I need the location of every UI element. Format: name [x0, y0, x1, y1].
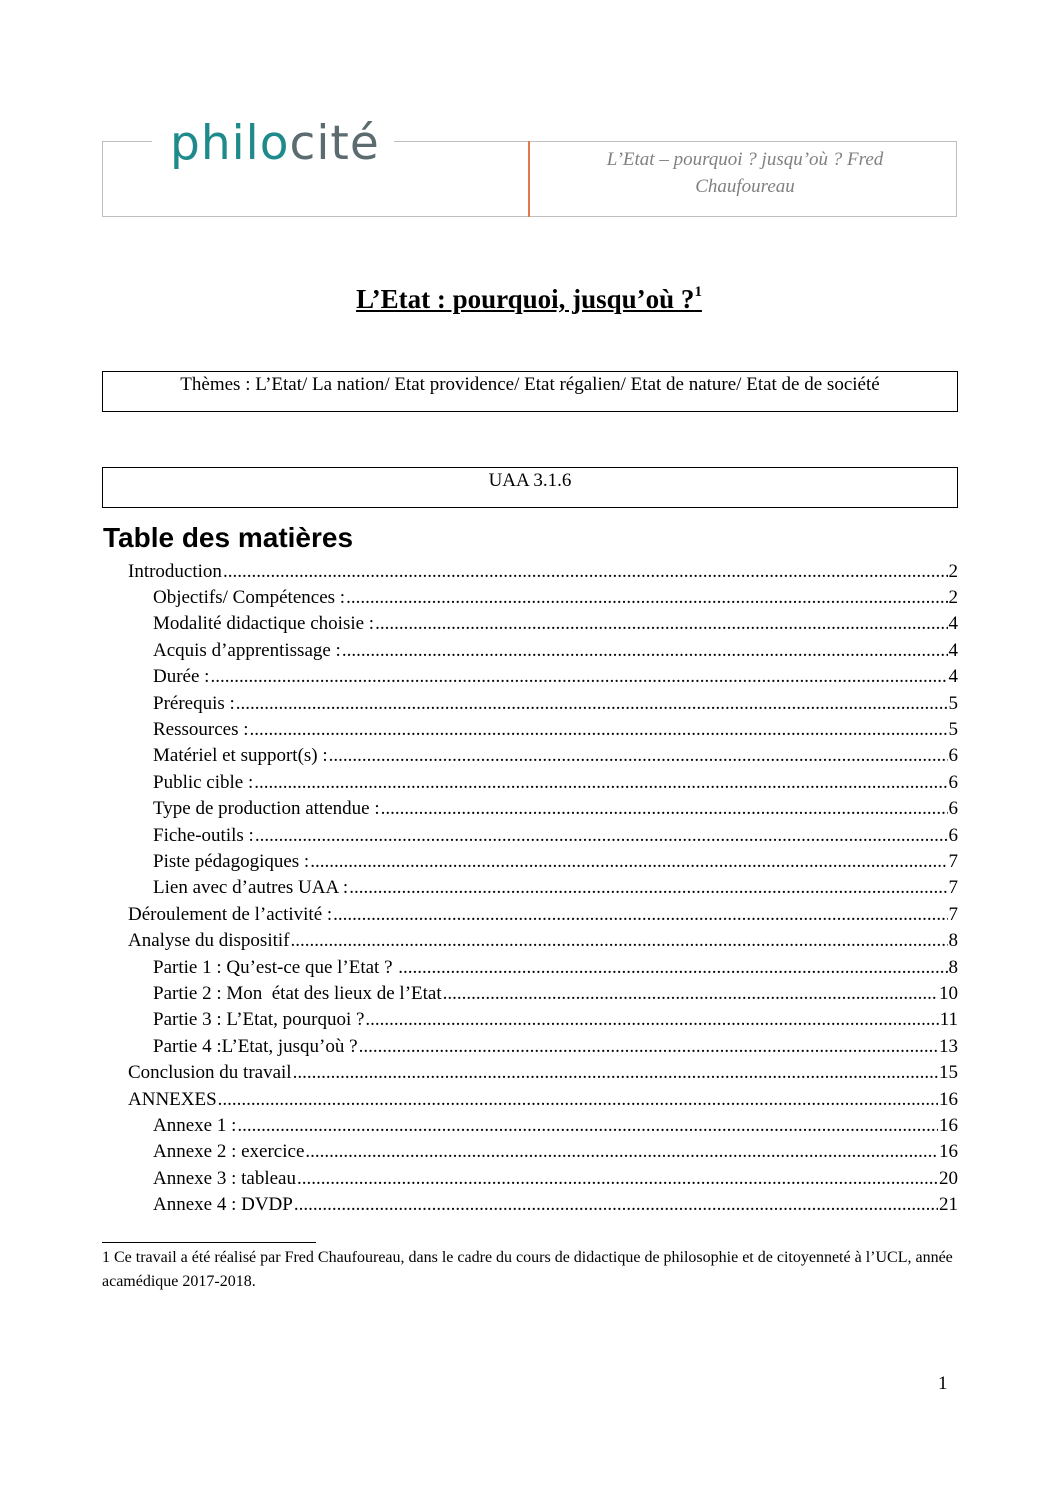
toc-entry[interactable] — [153, 742, 958, 769]
toc-leader-dots — [255, 824, 948, 848]
toc-entry-page: 6 — [948, 745, 958, 767]
toc-leader-dots — [293, 1061, 938, 1085]
toc-entry[interactable] — [153, 583, 958, 610]
toc-leader-dots — [349, 876, 947, 900]
toc-entry-label: Annexe 2 : exercice — [153, 1141, 305, 1163]
toc-entry-page: 16 — [939, 1141, 958, 1163]
toc-entry-label: Prérequis : — [153, 692, 235, 714]
toc-entry[interactable] — [153, 689, 958, 716]
toc-entry-label: Partie 1 : Qu’est-ce que l’Etat ? — [153, 956, 398, 978]
toc-entry-page: 8 — [948, 956, 958, 978]
toc-entry-page: 20 — [939, 1167, 958, 1189]
toc-entry-page: 4 — [948, 639, 958, 661]
toc-leader-dots — [236, 692, 948, 716]
toc-entry-page: 5 — [948, 692, 958, 714]
toc-entry-label: Durée : — [153, 666, 210, 688]
toc-entry[interactable] — [153, 1032, 958, 1059]
toc-entry-label: Analyse du dispositif — [128, 930, 290, 952]
toc-entry-page: 10 — [939, 982, 958, 1004]
toc-leader-dots — [333, 903, 947, 927]
toc-entry-page: 11 — [939, 1009, 958, 1031]
toc-leader-dots — [305, 1140, 938, 1164]
toc-entry[interactable] — [153, 1164, 958, 1191]
page-number: 1 — [938, 1373, 948, 1394]
toc-entry-page: 2 — [948, 586, 958, 608]
toc-entry-label: Annexe 3 : tableau — [153, 1167, 296, 1189]
toc-leader-dots — [398, 956, 947, 980]
toc-entry-page: 2 — [948, 560, 958, 582]
toc-entry-label: Conclusion du travail — [128, 1062, 292, 1084]
footnote-reference[interactable]: 1 — [694, 284, 702, 300]
toc-entry-label: Matériel et support(s) : — [153, 745, 328, 767]
toc-heading: Table des matières — [103, 522, 354, 553]
toc-entry-label: Type de production attendue : — [153, 798, 380, 820]
toc-entry[interactable] — [153, 1138, 958, 1165]
toc-entry-page: 15 — [939, 1062, 958, 1084]
themes-box: Thèmes : L’Etat/ La nation/ Etat providence/ Etat régalien/ Etat de nature/ Etat de de société — [102, 371, 958, 412]
toc-entry-label: Partie 4 :L’Etat, jusqu’où ? — [153, 1035, 358, 1057]
document-title-text: L’Etat : pourquoi, jusqu’où ? — [356, 284, 695, 314]
toc-leader-dots — [254, 771, 947, 795]
toc-entry-label: Objectifs/ Compétences : — [153, 586, 346, 608]
toc-entry-page: 21 — [939, 1194, 958, 1216]
toc-entry-label: Partie 2 : Mon état des lieux de l’Etat — [153, 982, 442, 1004]
toc-entry-label: ANNEXES — [128, 1088, 217, 1110]
header-running-title: L’Etat – pourquoi ? jusqu’où ? Fred Chaufoureau — [606, 149, 884, 197]
toc-entry-label: Introduction — [128, 560, 222, 582]
toc-entry-page: 6 — [948, 824, 958, 846]
toc-entry-label: Annexe 1 : — [153, 1114, 237, 1136]
toc-entry-label: Modalité didactique choisie : — [153, 613, 375, 635]
toc-entry[interactable] — [153, 1006, 958, 1033]
toc-entry[interactable] — [128, 927, 958, 954]
toc-entry[interactable] — [153, 953, 958, 980]
toc-entry-page: 7 — [948, 877, 958, 899]
toc-entry-page: 6 — [948, 771, 958, 793]
toc-entry[interactable] — [128, 1059, 958, 1086]
toc-leader-dots — [294, 1193, 938, 1217]
toc-entry[interactable] — [153, 795, 958, 822]
toc-leader-dots — [223, 560, 948, 584]
header-divider — [528, 141, 530, 217]
toc-entry-label: Déroulement de l’activité : — [128, 903, 333, 925]
toc-leader-dots — [375, 612, 947, 636]
toc-entry[interactable] — [128, 557, 958, 584]
toc-entry[interactable] — [153, 1111, 958, 1138]
toc-entry[interactable] — [153, 979, 958, 1006]
toc-entry-label: Fiche-outils : — [153, 824, 254, 846]
philocite-logo — [152, 114, 394, 182]
footnote: 1 Ce travail a été réalisé par Fred Chaufoureau, dans le cadre du cours de didactique de philosophie et de citoyenneté à l’UCL, année acamédique 2017-2018. — [102, 1249, 953, 1290]
toc-leader-dots — [291, 929, 948, 953]
toc-entry[interactable] — [153, 715, 958, 742]
toc-entry-label: Public cible : — [153, 771, 254, 793]
toc-entry-page: 16 — [939, 1088, 958, 1110]
toc-leader-dots — [346, 586, 947, 610]
toc-entry-page: 6 — [948, 798, 958, 820]
toc-entry-page: 8 — [948, 930, 958, 952]
toc-entry-label: Annexe 4 : DVDP — [153, 1194, 293, 1216]
toc-entry-page: 7 — [948, 850, 958, 872]
toc-entry-page: 7 — [948, 903, 958, 925]
toc-leader-dots — [237, 1114, 938, 1138]
toc-leader-dots — [365, 1008, 938, 1032]
document-title — [0, 284, 1058, 315]
toc-entry[interactable] — [153, 1191, 958, 1218]
logo-accent-text: cité — [289, 116, 380, 171]
toc-entry-label: Lien avec d’autres UAA : — [153, 877, 349, 899]
toc-leader-dots — [218, 1088, 938, 1112]
toc-entry[interactable] — [153, 610, 958, 637]
toc-entry-page: 4 — [948, 666, 958, 688]
toc-leader-dots — [329, 744, 948, 768]
toc-entry[interactable] — [153, 636, 958, 663]
toc-entry-page: 4 — [948, 613, 958, 635]
toc-entry-label: Ressources : — [153, 718, 249, 740]
toc-entry[interactable] — [153, 847, 958, 874]
toc-entry-label: Piste pédagogiques : — [153, 850, 310, 872]
toc-leader-dots — [210, 665, 947, 689]
toc-leader-dots — [250, 718, 948, 742]
toc-entry[interactable] — [128, 900, 958, 927]
toc-entry-page: 13 — [939, 1035, 958, 1057]
toc-leader-dots — [342, 639, 948, 663]
toc-leader-dots — [310, 850, 947, 874]
toc-leader-dots — [359, 1035, 938, 1059]
toc-entry[interactable] — [128, 1085, 958, 1112]
toc-entry[interactable] — [153, 768, 958, 795]
toc-leader-dots — [443, 982, 938, 1006]
toc-entry-label: Partie 3 : L’Etat, pourquoi ? — [153, 1009, 365, 1031]
footnote-separator — [102, 1242, 316, 1243]
toc-entry-page: 5 — [948, 718, 958, 740]
uaa-box: UAA 3.1.6 — [102, 467, 958, 508]
toc-entry[interactable] — [153, 821, 958, 848]
logo-main-text: philo — [170, 116, 290, 171]
toc-entry[interactable] — [153, 663, 958, 690]
toc-leader-dots — [297, 1167, 938, 1191]
toc-entry-label: Acquis d’apprentissage : — [153, 639, 341, 661]
toc-leader-dots — [381, 797, 948, 821]
toc-entry[interactable] — [153, 874, 958, 901]
toc-entry-page: 16 — [939, 1114, 958, 1136]
